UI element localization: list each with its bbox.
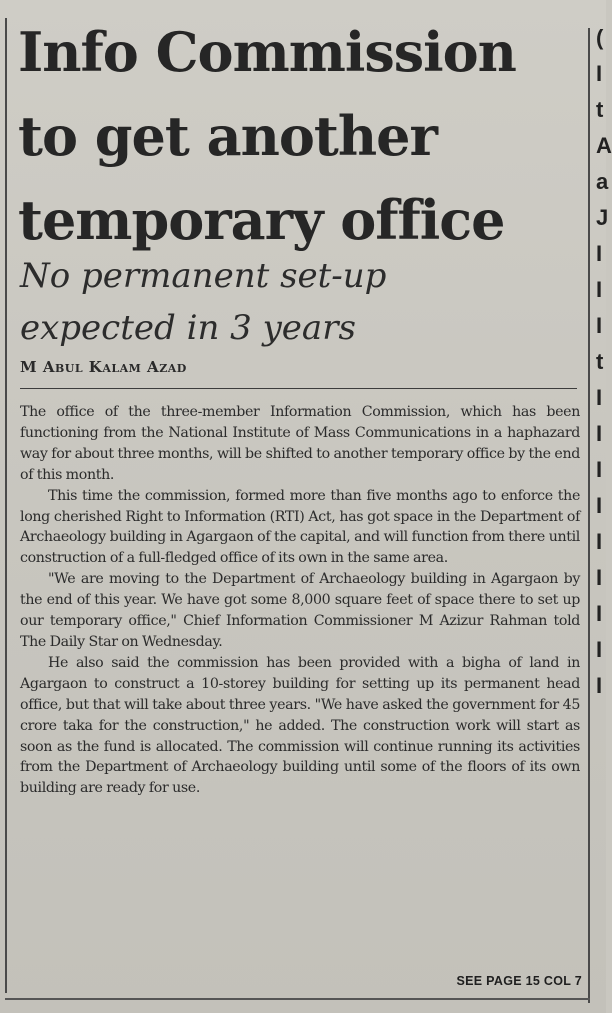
headline-line: Info Commission xyxy=(18,20,516,84)
headline-line: temporary office xyxy=(18,188,505,252)
adjacent-glyph: ( xyxy=(596,25,604,50)
byline-divider xyxy=(20,388,577,389)
body-paragraph: He also said the commission has been provided with a bigha of land in Agargaon to construct a 10-storey building for setting up its permanent head office, but that will take about three years. "We have asked the government for 45 crore taka for the construction," he added. The construction work will start as soon as the fund is allocated. The commission will continue running its activities from the Department of Archaeology building until some of the floors of its own building are ready for use. xyxy=(20,654,580,797)
headline-line: to get another xyxy=(18,104,437,168)
headline xyxy=(18,10,586,262)
adjacent-glyph: I xyxy=(596,241,603,266)
byline: M Abul Kalam Azad xyxy=(20,358,187,376)
subheadline-line: expected in 3 years xyxy=(20,308,356,348)
adjacent-glyph: I xyxy=(596,493,603,518)
adjacent-glyph: a xyxy=(596,169,609,194)
adjacent-glyph: I xyxy=(596,61,603,86)
adjacent-glyph: I xyxy=(596,601,603,626)
subheadline xyxy=(20,250,580,354)
adjacent-glyph: I xyxy=(596,277,603,302)
adjacent-column-fragment xyxy=(596,20,612,980)
adjacent-glyph: t xyxy=(596,97,604,122)
adjacent-glyph: t xyxy=(596,349,604,374)
subheadline-line: No permanent set-up xyxy=(20,256,387,296)
adjacent-glyph: I xyxy=(596,385,603,410)
adjacent-glyph: I xyxy=(596,421,603,446)
column-rule-right xyxy=(588,28,590,1003)
body-paragraph: "We are moving to the Department of Archaeology building in Agargaon by the end of this year. We have got some 8,000 square feet of space there to set up our temporary office," Chief Information Commissioner M Azizur Rahman told The Daily Star on Wednesday. xyxy=(20,571,580,650)
adjacent-glyph: I xyxy=(596,673,603,698)
jump-line: SEE PAGE 15 COL 7 xyxy=(456,974,582,988)
body-paragraph: The office of the three-member Information Commission, which has been functioning from the National Institute of Mass Communications in a haphazard way for about three months, will be shifted to another temporary office by the end of this month. xyxy=(20,404,580,483)
adjacent-glyph: I xyxy=(596,637,603,662)
adjacent-glyph: A xyxy=(596,133,612,158)
column-rule-left xyxy=(5,18,7,993)
adjacent-glyph: J xyxy=(596,205,609,230)
adjacent-glyph: I xyxy=(596,529,603,554)
adjacent-glyph: I xyxy=(596,457,603,482)
adjacent-glyph: I xyxy=(596,565,603,590)
adjacent-glyph: I xyxy=(596,313,603,338)
body-paragraph: This time the commission, formed more than five months ago to enforce the long cherished Right to Information (RTI) Act, has got space in the Department of Archaeology building in Agargaon of the capital, and will function from there until construction of a full-fledged office of its own in the same area. xyxy=(20,487,580,567)
article-body xyxy=(20,402,580,799)
column-rule-bottom xyxy=(5,998,590,1000)
